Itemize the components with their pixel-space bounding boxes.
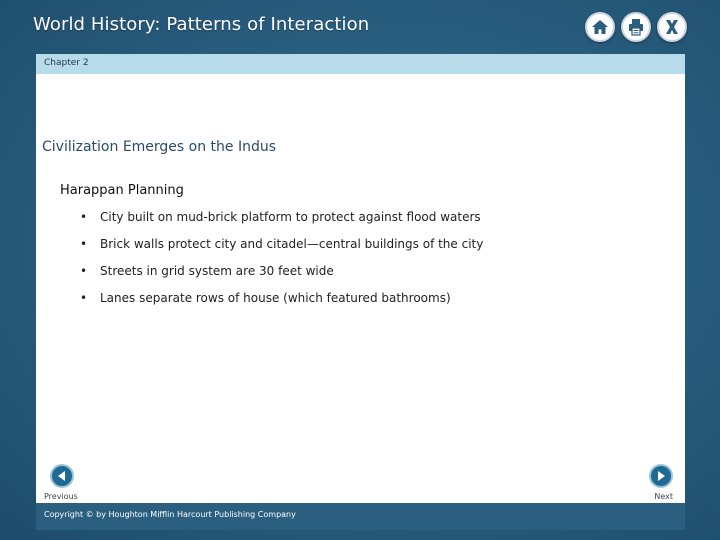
chapter-bar <box>36 54 685 74</box>
bullet-item <box>80 210 483 237</box>
bullet-list <box>80 210 483 318</box>
bullet-glyph: • <box>80 291 88 305</box>
next-button[interactable] <box>649 464 673 488</box>
copyright-text: Copyright © by Houghton Mifflin Harcourt Publishing Company <box>44 510 296 519</box>
chapter-label: Chapter 2 <box>44 58 89 68</box>
bullet-text: Lanes separate rows of house (which featured bathrooms) <box>100 291 451 305</box>
bullet-item <box>80 237 483 264</box>
previous-button[interactable] <box>50 464 74 488</box>
bullet-text: Brick walls protect city and citadel—central buildings of the city <box>100 237 484 251</box>
triangle-left-icon <box>56 470 68 482</box>
footer-bar <box>36 503 685 530</box>
slide-title: Civilization Emerges on the Indus <box>42 139 277 155</box>
section-heading: Harappan Planning <box>60 183 184 198</box>
close-button[interactable] <box>657 12 687 42</box>
bullet-glyph: • <box>80 210 88 224</box>
home-button[interactable] <box>585 12 615 42</box>
top-toolbar <box>585 12 687 42</box>
close-icon <box>662 17 682 37</box>
home-icon <box>590 17 610 37</box>
app-title: World History: Patterns of Interaction <box>33 14 370 35</box>
bullet-glyph: • <box>80 264 88 278</box>
next-label[interactable]: Next <box>654 492 673 501</box>
triangle-right-icon <box>655 470 667 482</box>
slide-content <box>36 74 685 503</box>
bullet-text: City built on mud-brick platform to protect against flood waters <box>100 210 481 224</box>
bullet-item <box>80 291 483 318</box>
print-icon <box>626 17 646 37</box>
bullet-glyph: • <box>80 237 88 251</box>
bullet-text: Streets in grid system are 30 feet wide <box>100 264 334 278</box>
print-button[interactable] <box>621 12 651 42</box>
previous-label[interactable]: Previous <box>44 492 78 501</box>
bullet-item <box>80 264 483 291</box>
